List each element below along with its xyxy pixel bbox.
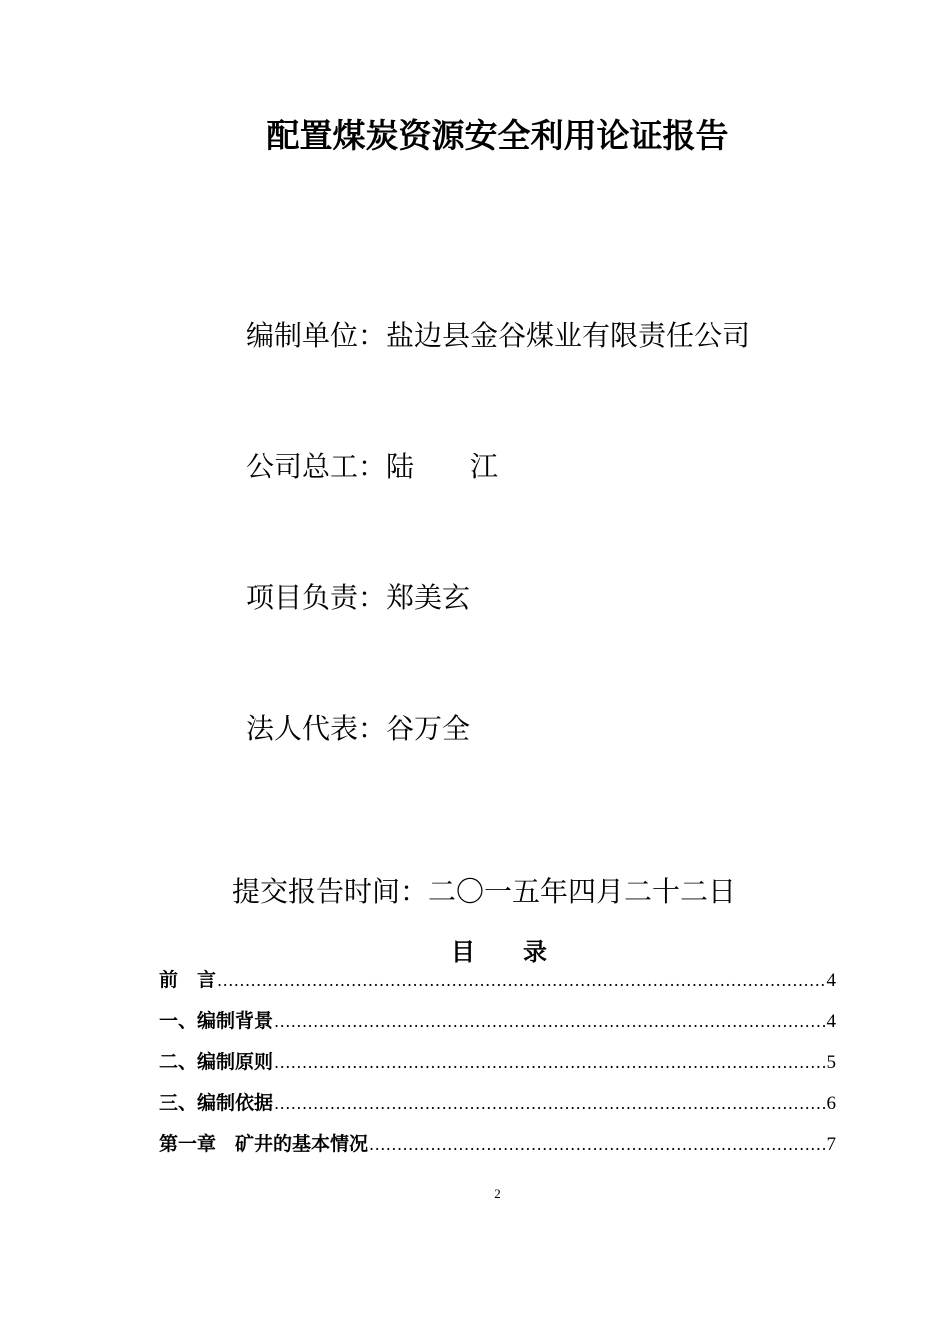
compiling-unit-value: 盐边县金谷煤业有限责任公司 — [386, 319, 751, 352]
submission-date-value: 二〇一五年四月二十二日 — [428, 875, 737, 908]
toc-entry-label: 前 言 — [159, 969, 217, 991]
toc-dot-leader — [217, 965, 825, 997]
toc-entry-page: 6 — [826, 1093, 836, 1114]
toc-entry-page: 7 — [826, 1134, 836, 1155]
toc-dot-leader — [369, 1129, 825, 1161]
page-number: 2 — [494, 1186, 501, 1201]
toc-entry-label: 一、编制背景 — [159, 1010, 274, 1032]
toc-entry-label: 二、编制原则 — [159, 1051, 274, 1073]
table-of-contents — [159, 964, 836, 1169]
toc-entry-page: 5 — [826, 1052, 836, 1073]
chief-engineer-line — [246, 447, 498, 487]
toc-entry-background[interactable] — [159, 1005, 836, 1046]
project-lead-value: 郑美玄 — [386, 581, 471, 614]
toc-entry-basis[interactable] — [159, 1087, 836, 1128]
toc-dot-leader — [274, 1047, 825, 1079]
compiling-unit-line — [246, 316, 750, 356]
toc-entry-label: 第一章 矿井的基本情况 — [159, 1133, 369, 1155]
project-lead-line — [246, 578, 470, 618]
toc-entry-chapter-one[interactable] — [159, 1128, 836, 1169]
toc-dot-leader — [274, 1088, 825, 1120]
legal-rep-label: 法人代表： — [246, 712, 387, 745]
submission-date-line — [232, 872, 736, 912]
toc-entry-page: 4 — [826, 970, 836, 991]
legal-rep-line — [246, 709, 470, 749]
compiling-unit-label: 编制单位： — [246, 319, 387, 352]
chief-engineer-value: 陆 江 — [386, 450, 499, 483]
legal-rep-value: 谷万全 — [386, 712, 471, 745]
document-title: 配置煤炭资源安全利用论证报告 — [266, 116, 729, 155]
toc-entry-page: 4 — [826, 1011, 836, 1032]
toc-entry-preface[interactable] — [159, 964, 836, 1005]
toc-entry-label: 三、编制依据 — [159, 1092, 274, 1114]
project-lead-label: 项目负责： — [246, 581, 387, 614]
submission-date-label: 提交报告时间： — [232, 875, 429, 908]
toc-heading: 目 录 — [451, 937, 547, 966]
toc-dot-leader — [274, 1006, 825, 1038]
toc-entry-principles[interactable] — [159, 1046, 836, 1087]
chief-engineer-label: 公司总工： — [246, 450, 387, 483]
